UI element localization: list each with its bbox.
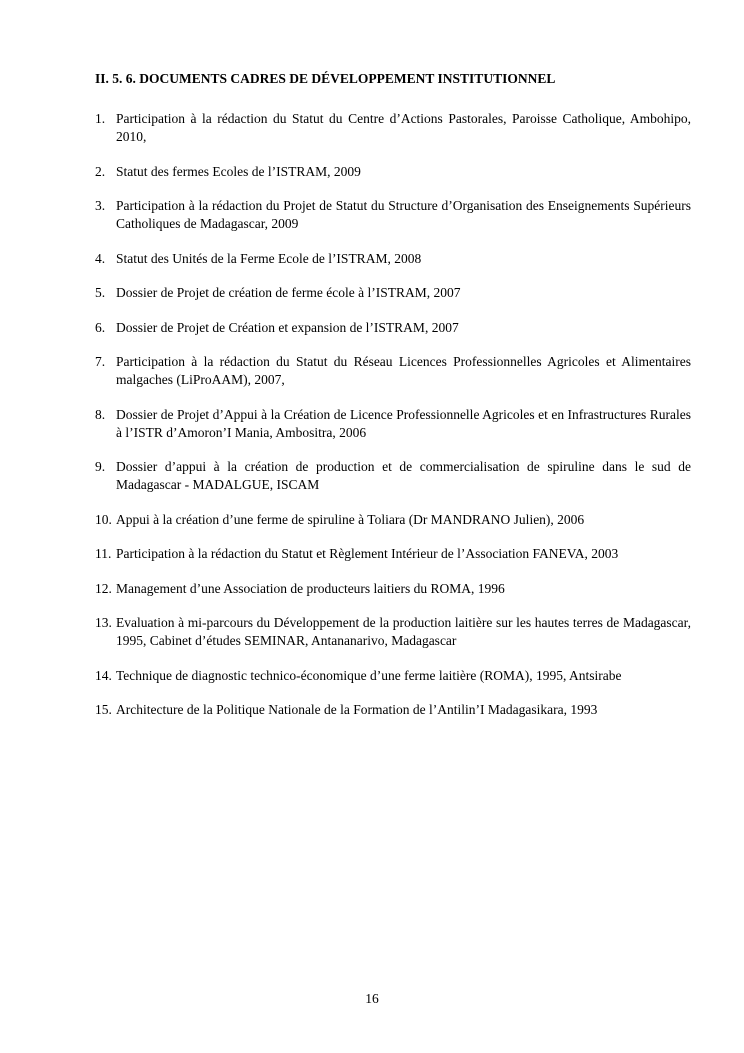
item-number: 1.: [95, 111, 106, 126]
item-number: 11.: [95, 546, 112, 561]
list-item: [95, 406, 691, 442]
list-item: [95, 614, 691, 650]
item-number: 4.: [95, 250, 106, 266]
list-item: [95, 353, 691, 389]
item-text: Participation à la rédaction du Statut et Règlement Intérieur de l’Association FANEVA, 2003: [116, 546, 619, 561]
item-text: Dossier d’appui à la création de production et de commercialisation de spiruline dans le sud de Madagascar - MADALGUE, ISCAM: [116, 459, 691, 492]
list-item: [95, 701, 691, 719]
list-item: [95, 511, 691, 529]
list-item: [95, 545, 691, 563]
item-number: 14.: [95, 667, 112, 683]
item-number: 3.: [95, 198, 106, 213]
item-number: 13.: [95, 615, 112, 630]
item-text: Appui à la création d’une ferme de spiruline à Toliara (Dr MANDRANO Julien), 2006: [116, 511, 585, 527]
item-text: Architecture de la Politique Nationale de la Formation de l’Antilin’I Madagasikara, 1993: [116, 702, 598, 717]
document-list: [95, 110, 691, 736]
item-number: 12.: [95, 580, 112, 596]
item-text: Dossier de Projet de Création et expansion de l’ISTRAM, 2007: [116, 319, 459, 335]
item-number: 6.: [95, 319, 106, 335]
item-number: 7.: [95, 354, 106, 369]
item-text: Technique de diagnostic technico-économique d’une ferme laitière (ROMA), 1995, Antsirabe: [116, 667, 622, 683]
list-item: [95, 580, 691, 598]
item-text: Dossier de Projet de création de ferme école à l’ISTRAM, 2007: [116, 285, 461, 300]
list-item: [95, 667, 691, 685]
list-item: [95, 197, 691, 233]
item-number: 2.: [95, 163, 106, 179]
section-heading: II. 5. 6. DOCUMENTS CADRES DE DÉVELOPPEMENT INSTITUTIONNEL: [95, 71, 556, 86]
page-number: 16: [365, 991, 379, 1006]
item-number: 15.: [95, 702, 112, 717]
item-text: Management d’une Association de producteurs laitiers du ROMA, 1996: [116, 580, 505, 596]
item-text: Participation à la rédaction du Projet de Statut du Structure d’Organisation des Enseignements Supérieurs Catholiques de Madagascar, 2009: [116, 198, 691, 231]
item-text: Statut des Unités de la Ferme Ecole de l’ISTRAM, 2008: [116, 250, 422, 266]
item-number: 10.: [95, 511, 112, 527]
list-item: [95, 458, 691, 494]
item-text: Dossier de Projet d’Appui à la Création de Licence Professionnelle Agricoles et en Infrastructures Rurales à l’ISTR d’Amoron’I Mania, Ambositra, 2006: [116, 406, 691, 440]
list-item: [95, 110, 691, 146]
item-text: Evaluation à mi-parcours du Développement de la production laitière sur les hautes terres de Madagascar, 1995, Cabinet d’études SEMINAR, Antananarivo, Madagascar: [116, 615, 691, 648]
item-number: 9.: [95, 459, 106, 474]
item-text: Statut des fermes Ecoles de l’ISTRAM, 2009: [116, 163, 361, 179]
item-text: Participation à la rédaction du Statut du Centre d’Actions Pastorales, Paroisse Catholique, Ambohipo, 2010,: [116, 111, 691, 144]
list-item: [95, 284, 691, 302]
item-number: 8.: [95, 406, 106, 422]
list-item: [95, 319, 691, 337]
list-item: [95, 250, 691, 268]
list-item: [95, 163, 691, 181]
item-number: 5.: [95, 285, 106, 300]
item-text: Participation à la rédaction du Statut du Réseau Licences Professionnelles Agricoles et Alimentaires malgaches (LiProAAM), 2007,: [116, 354, 691, 387]
